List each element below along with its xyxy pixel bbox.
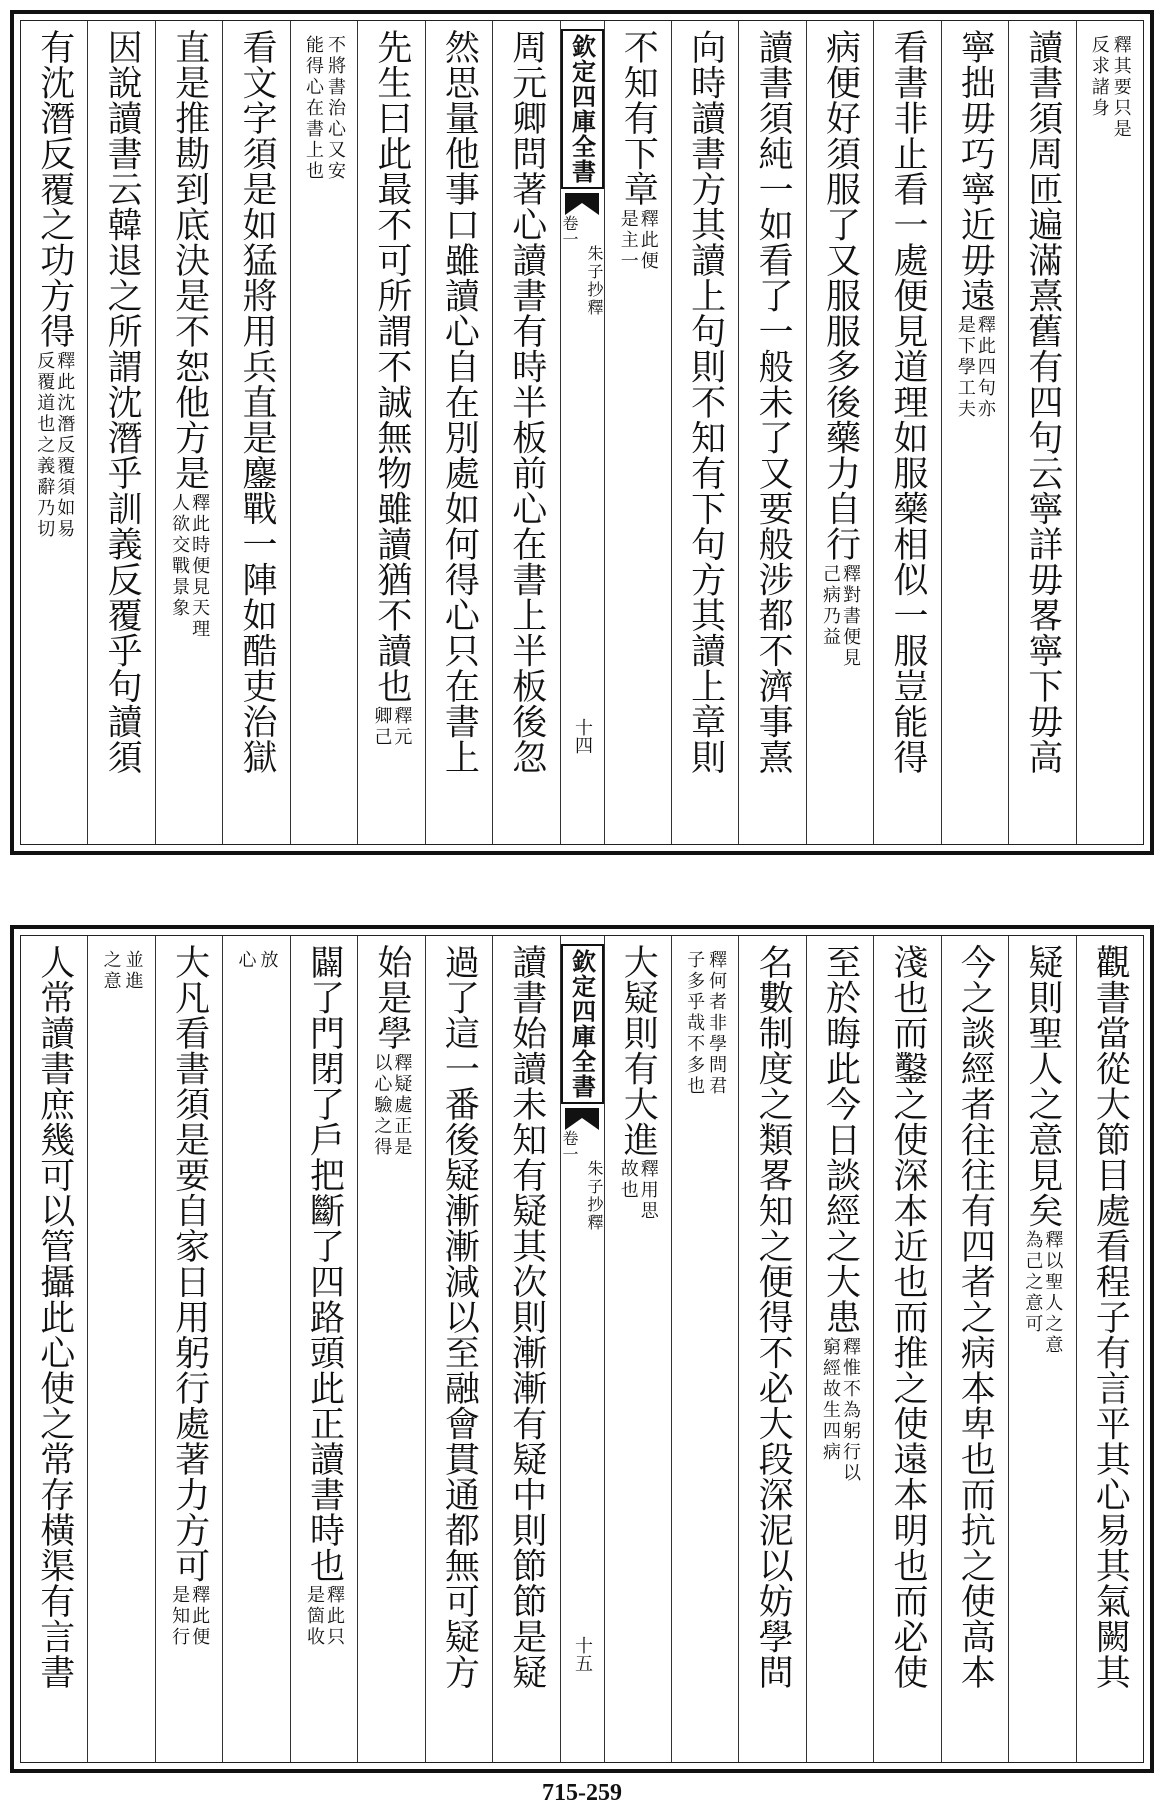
commentary-line: 釋以聖人之意 (1042, 1230, 1064, 1356)
annotation-line: 能得心在書上也 (302, 35, 324, 182)
text-column (425, 21, 492, 844)
annotation-column (1076, 21, 1143, 844)
commentary-line: 釋對書便見 (840, 563, 862, 669)
page-number: 715-259 (542, 1780, 622, 1806)
book-name: 朱子抄釋 (585, 245, 604, 317)
commentary-note (820, 564, 860, 669)
bottom-page-frame (10, 925, 1154, 1773)
annotation-note (683, 944, 727, 1097)
volume-label: 卷一 (560, 1130, 579, 1162)
annotation-line: 放 (257, 950, 279, 971)
volume-label: 卷一 (560, 215, 579, 247)
commentary-line: 己病乃益 (820, 563, 842, 648)
text-column (941, 21, 1008, 844)
main-text: 病便好須服了又服服多後藥力自行 (820, 29, 861, 562)
fish-tail-mark-icon (565, 193, 599, 215)
top-page-frame (10, 10, 1154, 855)
main-text: 不知有下章 (618, 29, 659, 207)
commentary-line: 釋此四句亦 (974, 315, 996, 420)
annotation-column (87, 936, 154, 1762)
text-column (873, 936, 940, 1762)
commentary-note (820, 1337, 860, 1484)
text-column (1076, 936, 1143, 1762)
commentary-note (1022, 1230, 1062, 1356)
main-text: 有沈潛反覆之功方得 (34, 29, 75, 349)
commentary-line: 釋此便 (637, 208, 659, 272)
text-column (873, 21, 940, 844)
commentary-line: 是下學工夫 (954, 315, 976, 420)
main-text: 讀書須周匝遍滿熹舊有四句云寧詳毋畧寧下毋高 (1022, 29, 1063, 775)
commentary-line: 以心驗之得 (371, 1052, 393, 1158)
commentary-note (34, 351, 74, 540)
annotation-column (671, 936, 738, 1762)
leaf-number: 十五 (572, 1636, 593, 1672)
text-column (604, 21, 671, 844)
annotation-line: 心 (235, 950, 257, 971)
annotation-line: 釋其要只是 (1110, 35, 1132, 140)
main-text: 向時讀書方其讀上句則不知有下句方其讀上章則 (685, 29, 726, 775)
annotation-line: 釋何者非學問君 (706, 950, 728, 1097)
commentary-note (169, 493, 209, 640)
commentary-line: 是主一 (617, 208, 639, 272)
commentary-note (304, 1585, 344, 1648)
annotation-line: 並進 (122, 950, 144, 992)
commentary-line: 釋疑處正是 (391, 1052, 413, 1158)
banner-book-info (560, 1130, 604, 1232)
commentary-line: 窮經故生四病 (820, 1336, 842, 1463)
text-column (155, 21, 222, 844)
main-text: 然思量他事口雖讀心自在別處如何得心只在書上 (439, 29, 480, 775)
commentary-line: 故也 (617, 1159, 639, 1201)
text-column (492, 21, 559, 844)
annotation-column (290, 21, 357, 844)
bottom-page-columns (20, 935, 1144, 1763)
text-column (21, 936, 87, 1762)
text-column (492, 936, 559, 1762)
main-text: 因說讀書云韓退之所謂沈潛乎訓義反覆乎句讀須 (102, 29, 143, 775)
text-column (604, 936, 671, 1762)
text-column (222, 21, 289, 844)
book-title-box: 欽定四庫全書 (561, 944, 604, 1104)
main-text: 闢了門閉了戶把斷了四路頭此正讀書時也 (304, 944, 345, 1583)
book-name: 朱子抄釋 (585, 1160, 604, 1232)
text-column (357, 21, 424, 844)
main-text: 看文字須是如猛將用兵直是鏖戰一陣如酷吏治獄 (237, 29, 278, 775)
text-column (941, 936, 1008, 1762)
main-text: 始是學 (371, 944, 412, 1051)
annotation-line: 之意 (100, 950, 122, 992)
annotation-note (100, 944, 144, 992)
main-text: 大疑則有大進 (618, 944, 659, 1157)
text-column (357, 936, 424, 1762)
commentary-line: 釋用思 (637, 1159, 659, 1222)
commentary-line: 是知行 (169, 1585, 191, 1648)
commentary-line: 釋此時便見天理 (189, 492, 211, 640)
commentary-line: 反覆道也之義辭乃切 (34, 350, 56, 540)
main-text: 人常讀書庶幾可以管攝此心使之常存橫渠有言書 (34, 944, 75, 1690)
text-column (738, 936, 805, 1762)
commentary-line: 卿己 (371, 705, 393, 748)
commentary-line: 為己之意可 (1022, 1230, 1044, 1335)
main-text: 淺也而鑿之使深本近也而推之使遠本明也而必使 (887, 944, 928, 1690)
text-column (425, 936, 492, 1762)
text-column (290, 936, 357, 1762)
commentary-line: 是箇收 (303, 1585, 325, 1648)
main-text: 周元卿問著心讀書有時半板前心在書上半板後忽 (506, 29, 547, 775)
annotation-note (235, 944, 279, 971)
main-text: 寧拙毋巧寧近毋遠 (955, 29, 996, 313)
commentary-note (169, 1585, 209, 1648)
commentary-line: 釋此便 (189, 1585, 211, 1648)
text-column (1008, 936, 1075, 1762)
commentary-line: 釋惟不為躬行以 (840, 1336, 862, 1484)
text-column (155, 936, 222, 1762)
text-column (1008, 21, 1075, 844)
text-column (738, 21, 805, 844)
annotation-note (302, 29, 346, 182)
main-text: 讀書須純一如看了一般未了又要般涉都不濟事熹 (753, 29, 794, 775)
commentary-note (955, 315, 995, 420)
main-text: 至於晦此今日談經之大患 (820, 944, 861, 1335)
commentary-note (371, 706, 411, 748)
commentary-line: 釋元 (391, 705, 413, 748)
main-text: 過了這一番後疑漸漸減以至融會貫通都無可疑方 (439, 944, 480, 1690)
annotation-line: 子多乎哉不多也 (684, 950, 706, 1097)
main-text: 名數制度之類畧知之便得不必大段深泥以妨學問 (753, 944, 794, 1690)
main-text: 先生曰此最不可所謂不誠無物雖讀猶不讀也 (371, 29, 412, 704)
main-text: 今之談經者往往有四者之病本卑也而抗之使高本 (955, 944, 996, 1690)
commentary-note (618, 209, 658, 272)
fish-tail-mark-icon (565, 1108, 599, 1130)
commentary-note (618, 1159, 658, 1222)
book-title-box: 欽定四庫全書 (561, 29, 604, 189)
text-column (671, 21, 738, 844)
commentary-line: 釋此只 (323, 1585, 345, 1648)
main-text: 大凡看書須是要自家日用躬行處著力方可 (169, 944, 210, 1583)
text-column (87, 21, 154, 844)
annotation-line: 不將書治心又安 (324, 35, 346, 182)
main-text: 疑則聖人之意見矣 (1022, 944, 1063, 1228)
text-column (806, 936, 873, 1762)
main-text: 讀書始讀未知有疑其次則漸漸有疑中則節節是疑 (506, 944, 547, 1690)
top-page-columns (20, 20, 1144, 845)
banner-column (560, 21, 604, 844)
banner-column (560, 936, 604, 1762)
annotation-column (222, 936, 289, 1762)
annotation-note (1088, 29, 1132, 140)
commentary-line: 釋此沈潛反覆須如易 (54, 350, 76, 540)
main-text: 直是推勘到底決是不恕他方是 (169, 29, 210, 491)
commentary-note (371, 1053, 411, 1158)
main-text: 觀書當從大節目處看程子有言平其心易其氣闕其 (1090, 944, 1131, 1690)
commentary-line: 人欲交戰景象 (169, 492, 191, 619)
leaf-number: 十四 (572, 718, 593, 754)
text-column (806, 21, 873, 844)
banner-book-info (560, 215, 604, 317)
text-column (21, 21, 87, 844)
main-text: 看書非止看一處便見道理如服藥相似一服豈能得 (887, 29, 928, 775)
annotation-line: 反求諸身 (1088, 35, 1110, 119)
